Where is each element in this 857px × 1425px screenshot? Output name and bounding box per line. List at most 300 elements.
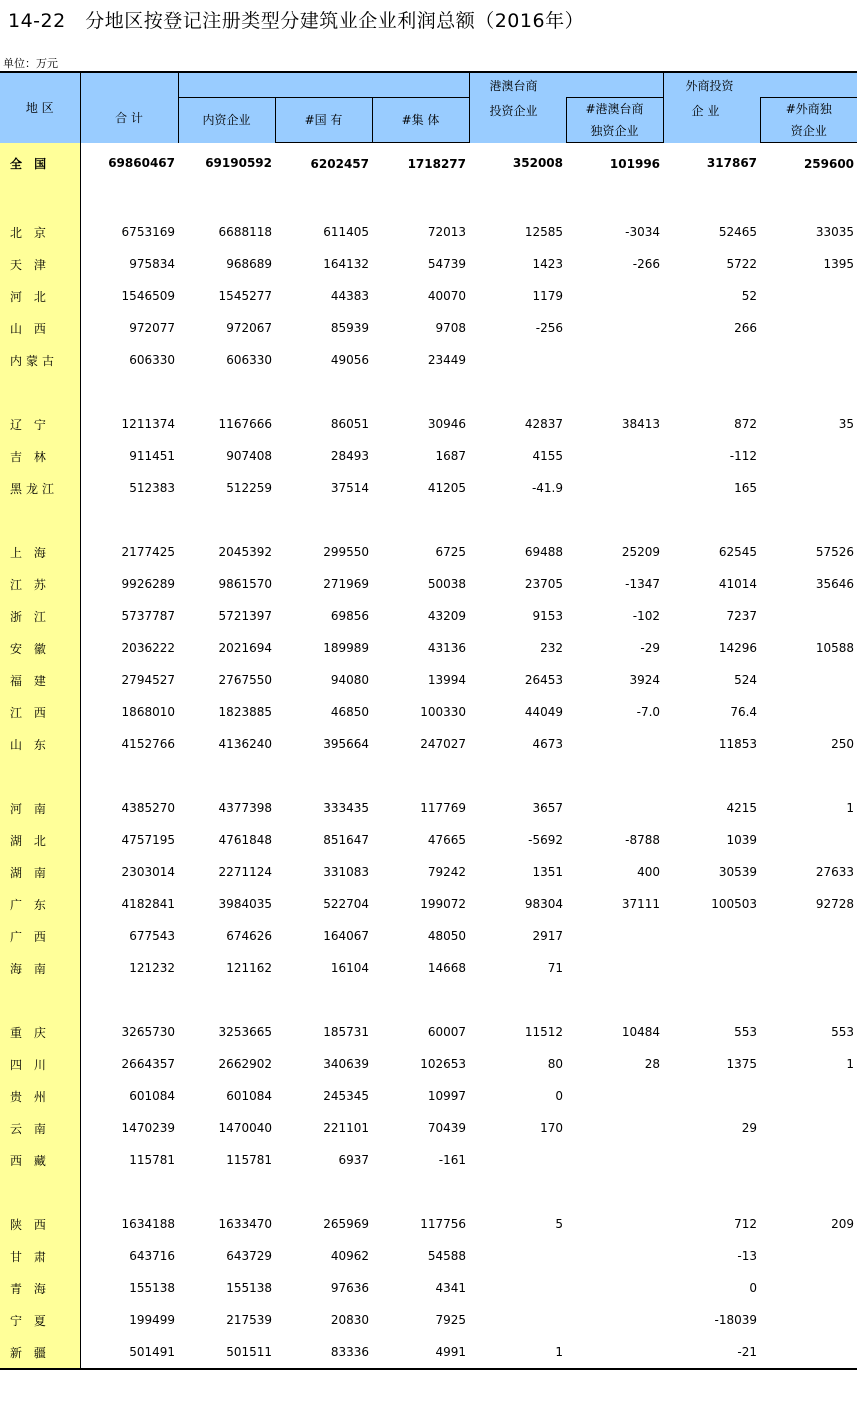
value-cell-foreign-sole: 92728 — [815, 897, 855, 911]
value-cell-foreign-sole: 27633 — [815, 865, 855, 879]
value-cell-hmt-sole — [566, 344, 663, 376]
value-cell-collective: 199072 — [420, 897, 467, 911]
value-cell-state: 40962 — [330, 1249, 369, 1263]
value-cell-state: 340639 — [323, 1057, 369, 1071]
value-cell-state: 185731 — [323, 1025, 369, 1039]
value-cell-collective: 1718277 — [407, 156, 467, 171]
value-cell-collective: -161 — [438, 1153, 467, 1167]
value-cell-hmt: 4673 — [532, 737, 564, 751]
value-cell-state: 85939 — [330, 321, 369, 335]
value-cell-state: 189989 — [323, 641, 369, 655]
value-cell-collective: 60007 — [427, 1025, 467, 1039]
table-row — [0, 664, 857, 696]
value-cell-hmt-sole — [566, 952, 663, 984]
value-cell-foreign: -21 — [663, 1336, 760, 1369]
empty-cell — [760, 184, 857, 216]
value-cell-foreign-sole — [760, 1080, 857, 1112]
value-cell-foreign: 5722 — [726, 257, 758, 271]
table-row — [0, 1304, 857, 1336]
table-body — [0, 143, 857, 1370]
empty-cell — [0, 1176, 80, 1208]
empty-cell — [663, 984, 760, 1016]
value-cell-domestic: 501511 — [178, 1336, 275, 1369]
value-cell-hmt: 4155 — [532, 449, 564, 463]
separator-row — [0, 1176, 857, 1208]
empty-cell — [275, 1176, 372, 1208]
value-cell-domestic: 972067 — [226, 321, 272, 335]
value-cell-domestic: 69190592 — [205, 156, 272, 171]
header-hmt-group: 港澳台商 — [469, 72, 663, 98]
value-cell-total: 643716 — [129, 1249, 175, 1263]
empty-cell — [760, 376, 857, 408]
value-cell-hmt-sole: 400 — [637, 865, 661, 879]
value-cell-hmt-sole — [566, 792, 663, 824]
value-cell-foreign: 100503 — [711, 897, 758, 911]
value-cell-collective: 23449 — [427, 353, 467, 367]
value-cell-foreign — [663, 920, 760, 952]
region-cell: 福 建 — [0, 664, 80, 696]
empty-cell — [566, 1176, 663, 1208]
header-domestic-group-top — [178, 72, 469, 98]
value-cell-hmt: 12585 — [524, 225, 564, 239]
data-table-container — [0, 71, 857, 1370]
header-total: 合 计 — [80, 72, 178, 143]
value-cell-domestic: 601084 — [226, 1089, 272, 1103]
value-cell-domestic: 643729 — [226, 1249, 272, 1263]
header-foreign: 企 业 — [663, 98, 760, 143]
value-cell-foreign-sole: 209 — [831, 1217, 855, 1231]
value-cell-foreign: 76.4 — [730, 705, 758, 719]
empty-cell — [760, 504, 857, 536]
value-cell-foreign-sole — [760, 952, 857, 984]
value-cell-total: 1546509 — [121, 289, 175, 303]
header-region: 地 区 — [0, 72, 80, 143]
value-cell-total: 9926289 — [121, 577, 175, 591]
value-cell-foreign-sole: 33035 — [815, 225, 855, 239]
value-cell-total: 199499 — [129, 1313, 175, 1327]
value-cell-collective: 48050 — [427, 929, 467, 943]
value-cell-hmt-sole — [566, 728, 663, 760]
value-cell-total: 4757195 — [121, 833, 175, 847]
value-cell-hmt-sole — [566, 1144, 663, 1176]
value-cell-collective: 247027 — [420, 737, 467, 751]
table-row — [0, 1272, 857, 1304]
value-cell-hmt: 2917 — [532, 929, 564, 943]
value-cell-total: 972077 — [129, 321, 175, 335]
empty-cell — [178, 760, 275, 792]
region-cell: 云 南 — [0, 1112, 80, 1144]
value-cell-hmt: 44049 — [524, 705, 564, 719]
value-cell-state: 331083 — [323, 865, 369, 879]
value-cell-domestic: 1470040 — [218, 1121, 272, 1135]
empty-cell — [469, 376, 566, 408]
value-cell-state: 6202457 — [310, 156, 369, 171]
value-cell-foreign-sole: 259600 — [803, 156, 855, 171]
value-cell-hmt: 1351 — [532, 865, 564, 879]
value-cell-hmt: 232 — [540, 641, 564, 655]
value-cell-domestic: 606330 — [226, 353, 272, 367]
value-cell-foreign: 1039 — [726, 833, 758, 847]
region-cell: 青 海 — [0, 1272, 80, 1304]
table-row — [0, 824, 857, 856]
empty-cell — [663, 760, 760, 792]
value-cell-foreign-sole: 10588 — [815, 641, 855, 655]
separator-row — [0, 376, 857, 408]
region-cell: 天 津 — [0, 248, 80, 280]
empty-cell — [372, 760, 469, 792]
value-cell-collective: 14668 — [427, 961, 467, 975]
table-row — [0, 248, 857, 280]
value-cell-total: 6753169 — [121, 225, 175, 239]
value-cell-foreign-sole: 1 — [846, 1057, 855, 1071]
value-cell-total: 2664357 — [121, 1057, 175, 1071]
value-cell-state: 265969 — [323, 1217, 369, 1231]
value-cell-collective: 7925 — [435, 1313, 467, 1327]
page-title: 14-22 分地区按登记注册类型分建筑业企业利润总额（2016年） — [8, 10, 585, 32]
empty-cell — [178, 1176, 275, 1208]
table-row — [0, 1208, 857, 1240]
region-cell: 四 川 — [0, 1048, 80, 1080]
header-state-owned: #国 有 — [275, 98, 372, 143]
value-cell-domestic: 512259 — [226, 481, 272, 495]
empty-cell — [0, 376, 80, 408]
profit-table — [0, 71, 857, 1370]
value-cell-collective: 9708 — [435, 321, 467, 335]
table-row — [0, 344, 857, 376]
value-cell-hmt-sole — [566, 1272, 663, 1304]
region-cell: 湖 南 — [0, 856, 80, 888]
value-cell-state: 164132 — [323, 257, 369, 271]
value-cell-collective: 117756 — [420, 1217, 467, 1231]
value-cell-domestic: 2271124 — [218, 865, 272, 879]
region-cell: 宁 夏 — [0, 1304, 80, 1336]
table-row — [0, 216, 857, 248]
region-cell: 山 东 — [0, 728, 80, 760]
value-cell-total: 4385270 — [121, 801, 175, 815]
value-cell-state: 395664 — [323, 737, 369, 751]
table-row — [0, 856, 857, 888]
value-cell-foreign-sole — [760, 696, 857, 728]
value-cell-total: 2794527 — [121, 673, 175, 687]
table-row — [0, 792, 857, 824]
value-cell-hmt: 98304 — [524, 897, 564, 911]
value-cell-state: 611405 — [323, 225, 369, 239]
region-cell: 广 东 — [0, 888, 80, 920]
value-cell-state: 37514 — [330, 481, 369, 495]
table-row — [0, 920, 857, 952]
value-cell-collective: 30946 — [427, 417, 467, 431]
empty-cell — [80, 1176, 178, 1208]
empty-cell — [566, 760, 663, 792]
value-cell-foreign-sole: 1 — [846, 801, 855, 815]
value-cell-total: 1211374 — [121, 417, 175, 431]
value-cell-total: 1868010 — [121, 705, 175, 719]
empty-cell — [663, 504, 760, 536]
value-cell-hmt-sole: -102 — [632, 609, 661, 623]
value-cell-domestic: 3984035 — [218, 897, 272, 911]
value-cell-hmt-sole: -3034 — [625, 225, 661, 239]
value-cell-hmt-sole: 101996 — [609, 156, 661, 171]
value-cell-collective: 10997 — [427, 1089, 467, 1103]
value-cell-domestic: 4136240 — [218, 737, 272, 751]
value-cell-hmt-sole: -29 — [640, 641, 661, 655]
value-cell-collective: 4341 — [435, 1281, 467, 1295]
value-cell-domestic: 1167666 — [218, 417, 272, 431]
empty-cell — [469, 760, 566, 792]
value-cell-foreign: 872 — [734, 417, 758, 431]
value-cell-foreign-sole — [760, 344, 857, 376]
value-cell-hmt: 9153 — [532, 609, 564, 623]
value-cell-domestic: 4377398 — [218, 801, 272, 815]
region-cell: 河 北 — [0, 280, 80, 312]
value-cell-hmt — [469, 1240, 566, 1272]
value-cell-collective: 43136 — [427, 641, 467, 655]
empty-cell — [469, 504, 566, 536]
value-cell-domestic: 121162 — [226, 961, 272, 975]
empty-cell — [0, 504, 80, 536]
value-cell-total: 4182841 — [121, 897, 175, 911]
value-cell-collective: 41205 — [427, 481, 467, 495]
value-cell-total: 155138 — [129, 1281, 175, 1295]
value-cell-domestic: 2767550 — [218, 673, 272, 687]
table-row — [0, 440, 857, 472]
empty-cell — [0, 760, 80, 792]
table-row — [0, 888, 857, 920]
value-cell-foreign: -18039 — [714, 1313, 758, 1327]
region-cell: 内蒙古 — [0, 344, 80, 376]
value-cell-hmt: 352008 — [512, 156, 564, 171]
region-cell: 江 西 — [0, 696, 80, 728]
value-cell-state: 6937 — [338, 1153, 369, 1167]
header-foreign-sole-line2: 资企业 — [790, 124, 827, 138]
region-cell: 海 南 — [0, 952, 80, 984]
value-cell-hmt-sole — [566, 1112, 663, 1144]
value-cell-state: 94080 — [330, 673, 369, 687]
empty-cell — [0, 184, 80, 216]
empty-cell — [275, 760, 372, 792]
value-cell-foreign: 165 — [734, 481, 758, 495]
value-cell-collective: 43209 — [427, 609, 467, 623]
value-cell-foreign-sole — [760, 1304, 857, 1336]
value-cell-hmt-sole: -1347 — [625, 577, 661, 591]
value-cell-hmt: 80 — [547, 1057, 564, 1071]
empty-cell — [178, 504, 275, 536]
region-cell: 北 京 — [0, 216, 80, 248]
value-cell-domestic: 907408 — [226, 449, 272, 463]
value-cell-foreign-sole — [760, 472, 857, 504]
empty-cell — [275, 184, 372, 216]
value-cell-hmt-sole — [566, 280, 663, 312]
value-cell-foreign: 712 — [734, 1217, 758, 1231]
empty-cell — [469, 984, 566, 1016]
value-cell-hmt-sole — [566, 1080, 663, 1112]
table-row — [0, 728, 857, 760]
value-cell-foreign: 0 — [749, 1281, 758, 1295]
value-cell-total: 2177425 — [121, 545, 175, 559]
value-cell-foreign: 62545 — [718, 545, 758, 559]
empty-cell — [760, 984, 857, 1016]
value-cell-foreign-sole — [760, 1336, 857, 1369]
value-cell-total: 911451 — [129, 449, 175, 463]
value-cell-hmt: 42837 — [524, 417, 564, 431]
table-row — [0, 1112, 857, 1144]
value-cell-hmt-sole: 28 — [644, 1057, 661, 1071]
value-cell-hmt-sole — [566, 440, 663, 472]
header-hmt: 投资企业 — [469, 98, 566, 143]
value-cell-foreign-sole: 553 — [831, 1025, 855, 1039]
value-cell-domestic: 9861570 — [218, 577, 272, 591]
value-cell-hmt-sole: 3924 — [629, 673, 661, 687]
region-cell: 陕 西 — [0, 1208, 80, 1240]
value-cell-domestic: 2662902 — [218, 1057, 272, 1071]
region-cell: 吉 林 — [0, 440, 80, 472]
empty-cell — [372, 504, 469, 536]
value-cell-total: 1470239 — [121, 1121, 175, 1135]
value-cell-collective: 102653 — [420, 1057, 467, 1071]
header-collective: #集 体 — [372, 98, 469, 143]
empty-cell — [178, 984, 275, 1016]
value-cell-state: 299550 — [323, 545, 369, 559]
value-cell-total: 975834 — [129, 257, 175, 271]
empty-cell — [372, 1176, 469, 1208]
value-cell-state: 83336 — [275, 1336, 372, 1369]
value-cell-foreign: 14296 — [718, 641, 758, 655]
value-cell-total: 5737787 — [121, 609, 175, 623]
value-cell-collective: 6725 — [435, 545, 467, 559]
region-cell: 西 藏 — [0, 1144, 80, 1176]
value-cell-domestic: 1633470 — [218, 1217, 272, 1231]
empty-cell — [80, 504, 178, 536]
value-cell-domestic: 968689 — [226, 257, 272, 271]
empty-cell — [0, 984, 80, 1016]
empty-cell — [80, 376, 178, 408]
empty-cell — [566, 184, 663, 216]
value-cell-state: 851647 — [323, 833, 369, 847]
value-cell-hmt-sole: -266 — [632, 257, 661, 271]
region-cell: 辽 宁 — [0, 408, 80, 440]
value-cell-foreign-sole: 1395 — [823, 257, 855, 271]
header-hmt-sole — [566, 98, 663, 143]
value-cell-foreign-sole — [760, 600, 857, 632]
value-cell-collective: 47665 — [427, 833, 467, 847]
value-cell-domestic: 1545277 — [218, 289, 272, 303]
value-cell-state: 49056 — [330, 353, 369, 367]
value-cell-collective: 1687 — [435, 449, 467, 463]
empty-cell — [663, 184, 760, 216]
empty-cell — [760, 760, 857, 792]
table-row — [0, 696, 857, 728]
value-cell-foreign-sole: 35 — [838, 417, 855, 431]
value-cell-hmt-sole — [566, 1208, 663, 1240]
region-cell: 河 南 — [0, 792, 80, 824]
value-cell-foreign — [663, 344, 760, 376]
unit-label: 单位：万元 — [3, 57, 58, 70]
empty-cell — [469, 1176, 566, 1208]
value-cell-hmt-sole — [566, 312, 663, 344]
region-cell: 上 海 — [0, 536, 80, 568]
value-cell-foreign-sole — [760, 664, 857, 696]
header-foreign-sole-line1: #外商独 — [785, 102, 832, 116]
value-cell-collective: 100330 — [420, 705, 467, 719]
value-cell-foreign-sole: 57526 — [815, 545, 855, 559]
value-cell-foreign-sole — [760, 824, 857, 856]
value-cell-state: 20830 — [330, 1313, 369, 1327]
value-cell-total: 1634188 — [121, 1217, 175, 1231]
value-cell-total: 2036222 — [121, 641, 175, 655]
value-cell-hmt-sole: 38413 — [621, 417, 661, 431]
value-cell-total: 501491 — [80, 1336, 178, 1369]
table-row — [0, 1336, 857, 1369]
separator-row — [0, 184, 857, 216]
empty-cell — [469, 184, 566, 216]
region-cell: 江 苏 — [0, 568, 80, 600]
value-cell-foreign-sole — [760, 1240, 857, 1272]
value-cell-foreign: 11853 — [718, 737, 758, 751]
value-cell-foreign: -13 — [737, 1249, 758, 1263]
value-cell-state: 28493 — [330, 449, 369, 463]
value-cell-domestic: 2021694 — [218, 641, 272, 655]
value-cell-hmt-sole: -8788 — [625, 833, 661, 847]
value-cell-hmt-sole — [566, 472, 663, 504]
region-cell: 全 国 — [0, 143, 80, 185]
table-row — [0, 1240, 857, 1272]
value-cell-foreign: 30539 — [718, 865, 758, 879]
value-cell-collective: 54739 — [427, 257, 467, 271]
value-cell-hmt-sole: -7.0 — [636, 705, 661, 719]
value-cell-hmt-sole — [566, 1304, 663, 1336]
value-cell-domestic: 2045392 — [218, 545, 272, 559]
empty-cell — [566, 504, 663, 536]
value-cell-hmt: 1179 — [532, 289, 564, 303]
region-cell: 湖 北 — [0, 824, 80, 856]
value-cell-foreign-sole — [760, 312, 857, 344]
empty-cell — [178, 184, 275, 216]
value-cell-collective: 70439 — [427, 1121, 467, 1135]
empty-cell — [372, 984, 469, 1016]
value-cell-total: 3265730 — [121, 1025, 175, 1039]
value-cell-domestic: 217539 — [226, 1313, 272, 1327]
region-cell: 浙 江 — [0, 600, 80, 632]
value-cell-hmt — [469, 1272, 566, 1304]
value-cell-foreign-sole — [760, 920, 857, 952]
separator-row — [0, 760, 857, 792]
empty-cell — [80, 984, 178, 1016]
value-cell-domestic: 115781 — [226, 1153, 272, 1167]
value-cell-hmt: 1423 — [532, 257, 564, 271]
value-cell-state: 16104 — [330, 961, 369, 975]
value-cell-state: 271969 — [323, 577, 369, 591]
table-row — [0, 1144, 857, 1176]
value-cell-hmt-sole — [566, 1336, 663, 1369]
value-cell-foreign-sole: 35646 — [815, 577, 855, 591]
region-cell: 安 徽 — [0, 632, 80, 664]
value-cell-collective: 40070 — [427, 289, 467, 303]
value-cell-state: 69856 — [330, 609, 369, 623]
table-row — [0, 1016, 857, 1048]
value-cell-collective: 4991 — [372, 1336, 469, 1369]
value-cell-hmt-sole — [566, 1240, 663, 1272]
value-cell-collective: 79242 — [427, 865, 467, 879]
value-cell-hmt: 23705 — [524, 577, 564, 591]
empty-cell — [663, 1176, 760, 1208]
value-cell-foreign-sole — [760, 440, 857, 472]
header-hmt-sole-line1: #港澳台商 — [585, 102, 644, 116]
value-cell-collective: 50038 — [427, 577, 467, 591]
table-row — [0, 1048, 857, 1080]
empty-cell — [566, 376, 663, 408]
value-cell-hmt — [469, 344, 566, 376]
value-cell-total: 512383 — [129, 481, 175, 495]
